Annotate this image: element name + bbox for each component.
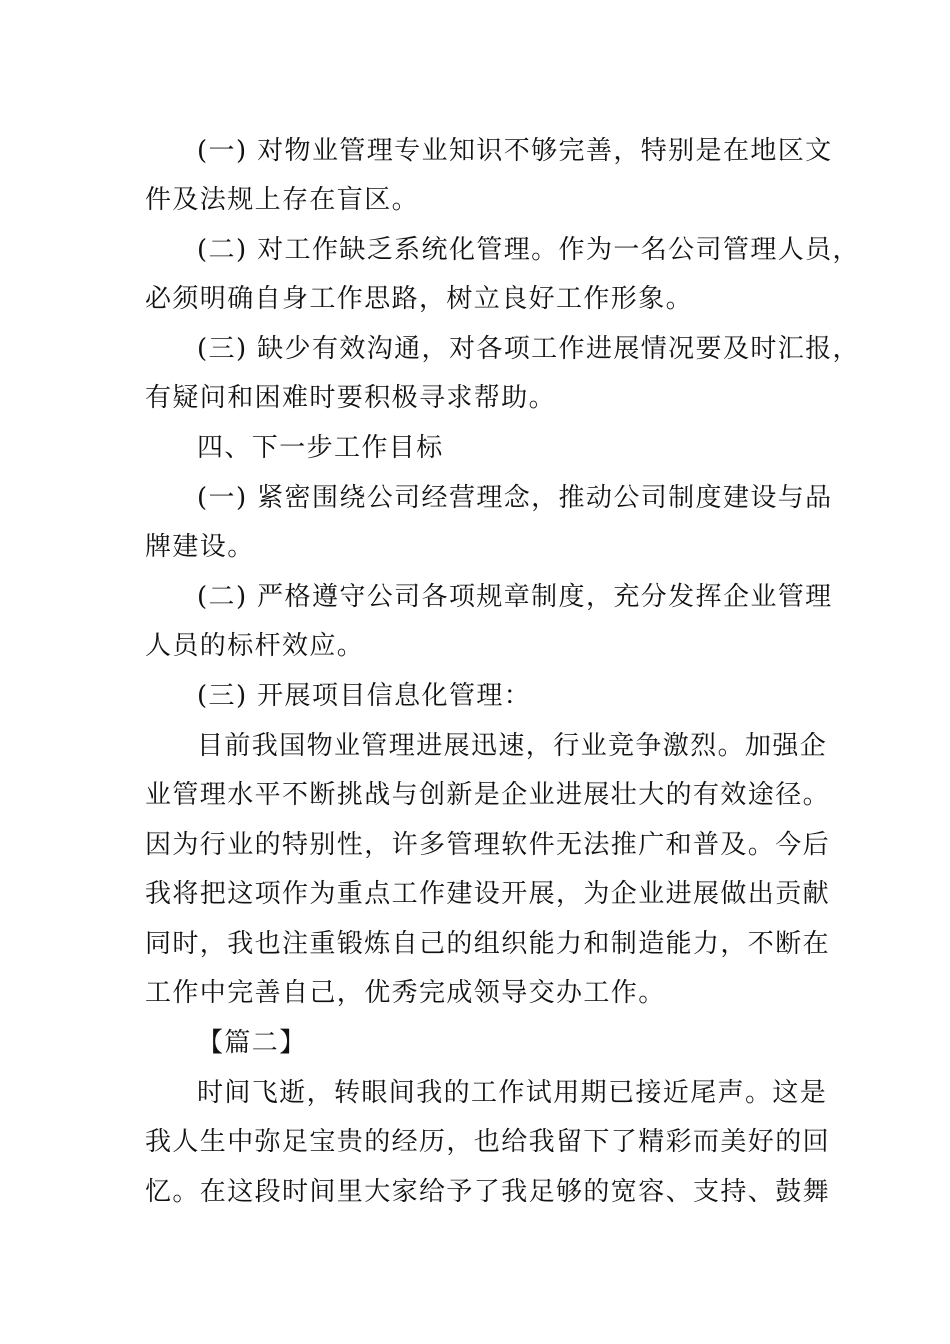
text-line: (三) 缺少有效沟通，对各项工作进展情况要及时汇报， (197, 334, 860, 364)
text-line: 忆。在这段时间里大家给予了我足够的宽容、支持、鼓舞 (145, 1177, 831, 1207)
text-line: 件及法规上存在盲区。 (145, 185, 420, 215)
text-line: (二) 严格遵守公司各项规章制度，充分发挥企业管理 (197, 582, 833, 612)
text-line: 人员的标杆效应。 (145, 631, 365, 661)
section-heading: 四、下一步工作目标 (197, 433, 444, 463)
text-line: 因为行业的特别性，许多管理软件无法推广和普及。今后 (145, 830, 831, 860)
text-line: 同时，我也注重锻炼自己的组织能力和制造能力，不断在 (145, 929, 831, 959)
text-line: 目前我国物业管理进展迅速，行业竞争激烈。加强企 (197, 731, 828, 761)
text-line: (三) 开展项目信息化管理： (197, 681, 532, 711)
text-line: 业管理水平不断挑战与创新是企业进展壮大的有效途径。 (145, 780, 831, 810)
text-line: 牌建设。 (145, 532, 255, 562)
text-line: 时间飞逝，转眼间我的工作试用期已接近尾声。这是 (197, 1078, 828, 1108)
text-line: 我人生中弥足宝贵的经历，也给我留下了精彩而美好的回 (145, 1127, 831, 1157)
text-line: 有疑问和困难时要积极寻求帮助。 (145, 383, 557, 413)
text-line: (二) 对工作缺乏系统化管理。作为一名公司管理人员， (197, 235, 860, 265)
text-line: 工作中完善自己，优秀完成领导交办工作。 (145, 978, 666, 1008)
text-line: (一) 对物业管理专业知识不够完善，特别是在地区文 (197, 136, 833, 166)
text-line: (一) 紧密围绕公司经营理念，推动公司制度建设与品 (197, 483, 833, 513)
text-line: 必须明确自身工作思路，树立良好工作形象。 (145, 284, 694, 314)
text-line: 我将把这项作为重点工作建设开展，为企业进展做出贡献 (145, 879, 831, 909)
section-heading: 【篇二】 (197, 1028, 307, 1058)
